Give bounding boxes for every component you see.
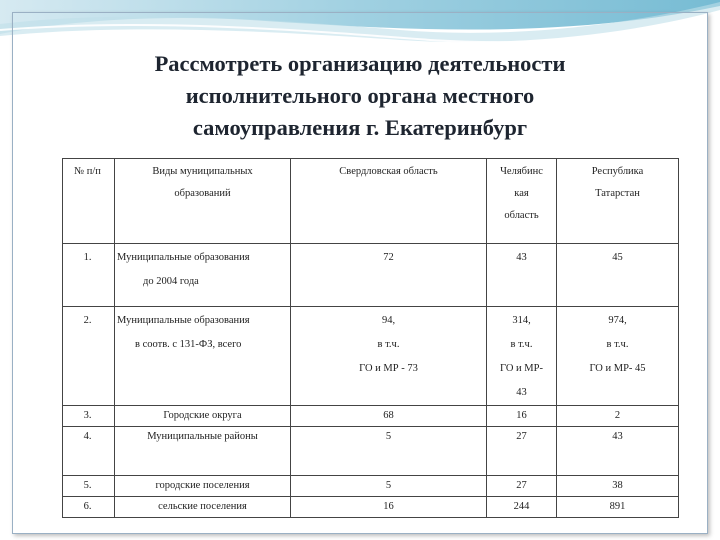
row-chelyabinsk: 16: [487, 406, 557, 427]
header-chelyabinsk: [487, 159, 557, 244]
row-sverdlovsk: [291, 307, 487, 406]
row-type: [115, 244, 291, 307]
row-tatarstan: [557, 307, 679, 406]
row-num: 4.: [63, 427, 115, 476]
row-chelyabinsk: 27: [487, 427, 557, 476]
header-num: № п/п: [63, 159, 115, 244]
row-tat-line-1: 974,: [608, 315, 627, 326]
row-chelyabinsk: [487, 307, 557, 406]
row-type-line-2: в соотв. с 131-ФЗ, всего: [135, 339, 242, 350]
title-line-3: самоуправления г. Екатеринбург: [192, 115, 528, 140]
row-sverdlovsk: 72: [291, 244, 487, 307]
row-chel-line-3: ГО и МР-: [500, 363, 543, 374]
header-type-line-1: Виды муниципальных: [152, 166, 253, 177]
header-chel-line-1: Челябинс: [500, 166, 543, 177]
row-type-line-2: до 2004 года: [143, 276, 199, 287]
table-row: [63, 406, 679, 427]
header-type-line-2: образований: [174, 188, 231, 199]
row-chel-line-2: в т.ч.: [510, 339, 533, 350]
row-num: 2.: [63, 307, 115, 406]
row-chelyabinsk: 43: [487, 244, 557, 307]
row-num: 5.: [63, 476, 115, 497]
row-tat-line-3: ГО и МР- 45: [589, 363, 646, 374]
row-chelyabinsk: 27: [487, 476, 557, 497]
row-tatarstan: 43: [557, 427, 679, 476]
row-num: 6.: [63, 497, 115, 518]
row-sverdlovsk: 16: [291, 497, 487, 518]
municipal-table: [62, 158, 679, 518]
slide-title: [60, 48, 660, 144]
table-row: [63, 307, 679, 406]
row-chel-line-4: 43: [516, 387, 527, 398]
row-tat-line-2: в т.ч.: [606, 339, 629, 350]
row-tatarstan: 45: [557, 244, 679, 307]
table-row: [63, 244, 679, 307]
row-num: 1.: [63, 244, 115, 307]
header-chel-line-3: область: [504, 210, 539, 221]
header-type: [115, 159, 291, 244]
row-sverdlovsk: 68: [291, 406, 487, 427]
row-sverdlovsk-line-1: 94,: [381, 315, 396, 326]
row-sverdlovsk-line-3: ГО и МР - 73: [359, 363, 418, 374]
row-type: Муниципальные районы: [115, 427, 291, 476]
table-row: [63, 476, 679, 497]
table-row: [63, 427, 679, 476]
header-tat-line-1: Республика: [591, 166, 644, 177]
header-tatarstan: [557, 159, 679, 244]
row-tatarstan: 891: [557, 497, 679, 518]
title-line-1: Рассмотреть организацию деятельности: [154, 51, 566, 76]
row-type-line-1: Муниципальные образования: [117, 315, 250, 326]
title-line-2: исполнительного органа местного: [185, 83, 535, 108]
row-tatarstan: 38: [557, 476, 679, 497]
header-tat-line-2: Татарстан: [595, 188, 640, 199]
row-tatarstan: 2: [557, 406, 679, 427]
header-chel-line-2: кая: [514, 188, 529, 199]
table-header-row: [63, 159, 679, 244]
row-type-line-1: Муниципальные образования: [117, 252, 250, 263]
row-sverdlovsk: 5: [291, 427, 487, 476]
row-type: городские поселения: [115, 476, 291, 497]
row-sverdlovsk: 5: [291, 476, 487, 497]
row-chel-line-1: 314,: [512, 315, 531, 326]
row-type: Городские округа: [115, 406, 291, 427]
row-num: 3.: [63, 406, 115, 427]
row-chelyabinsk: 244: [487, 497, 557, 518]
header-sverdlovsk: Свердловская область: [291, 159, 487, 244]
row-type: [115, 307, 291, 406]
table-row: [63, 497, 679, 518]
row-sverdlovsk-line-2: в т.ч.: [377, 339, 400, 350]
row-type: сельские поселения: [115, 497, 291, 518]
